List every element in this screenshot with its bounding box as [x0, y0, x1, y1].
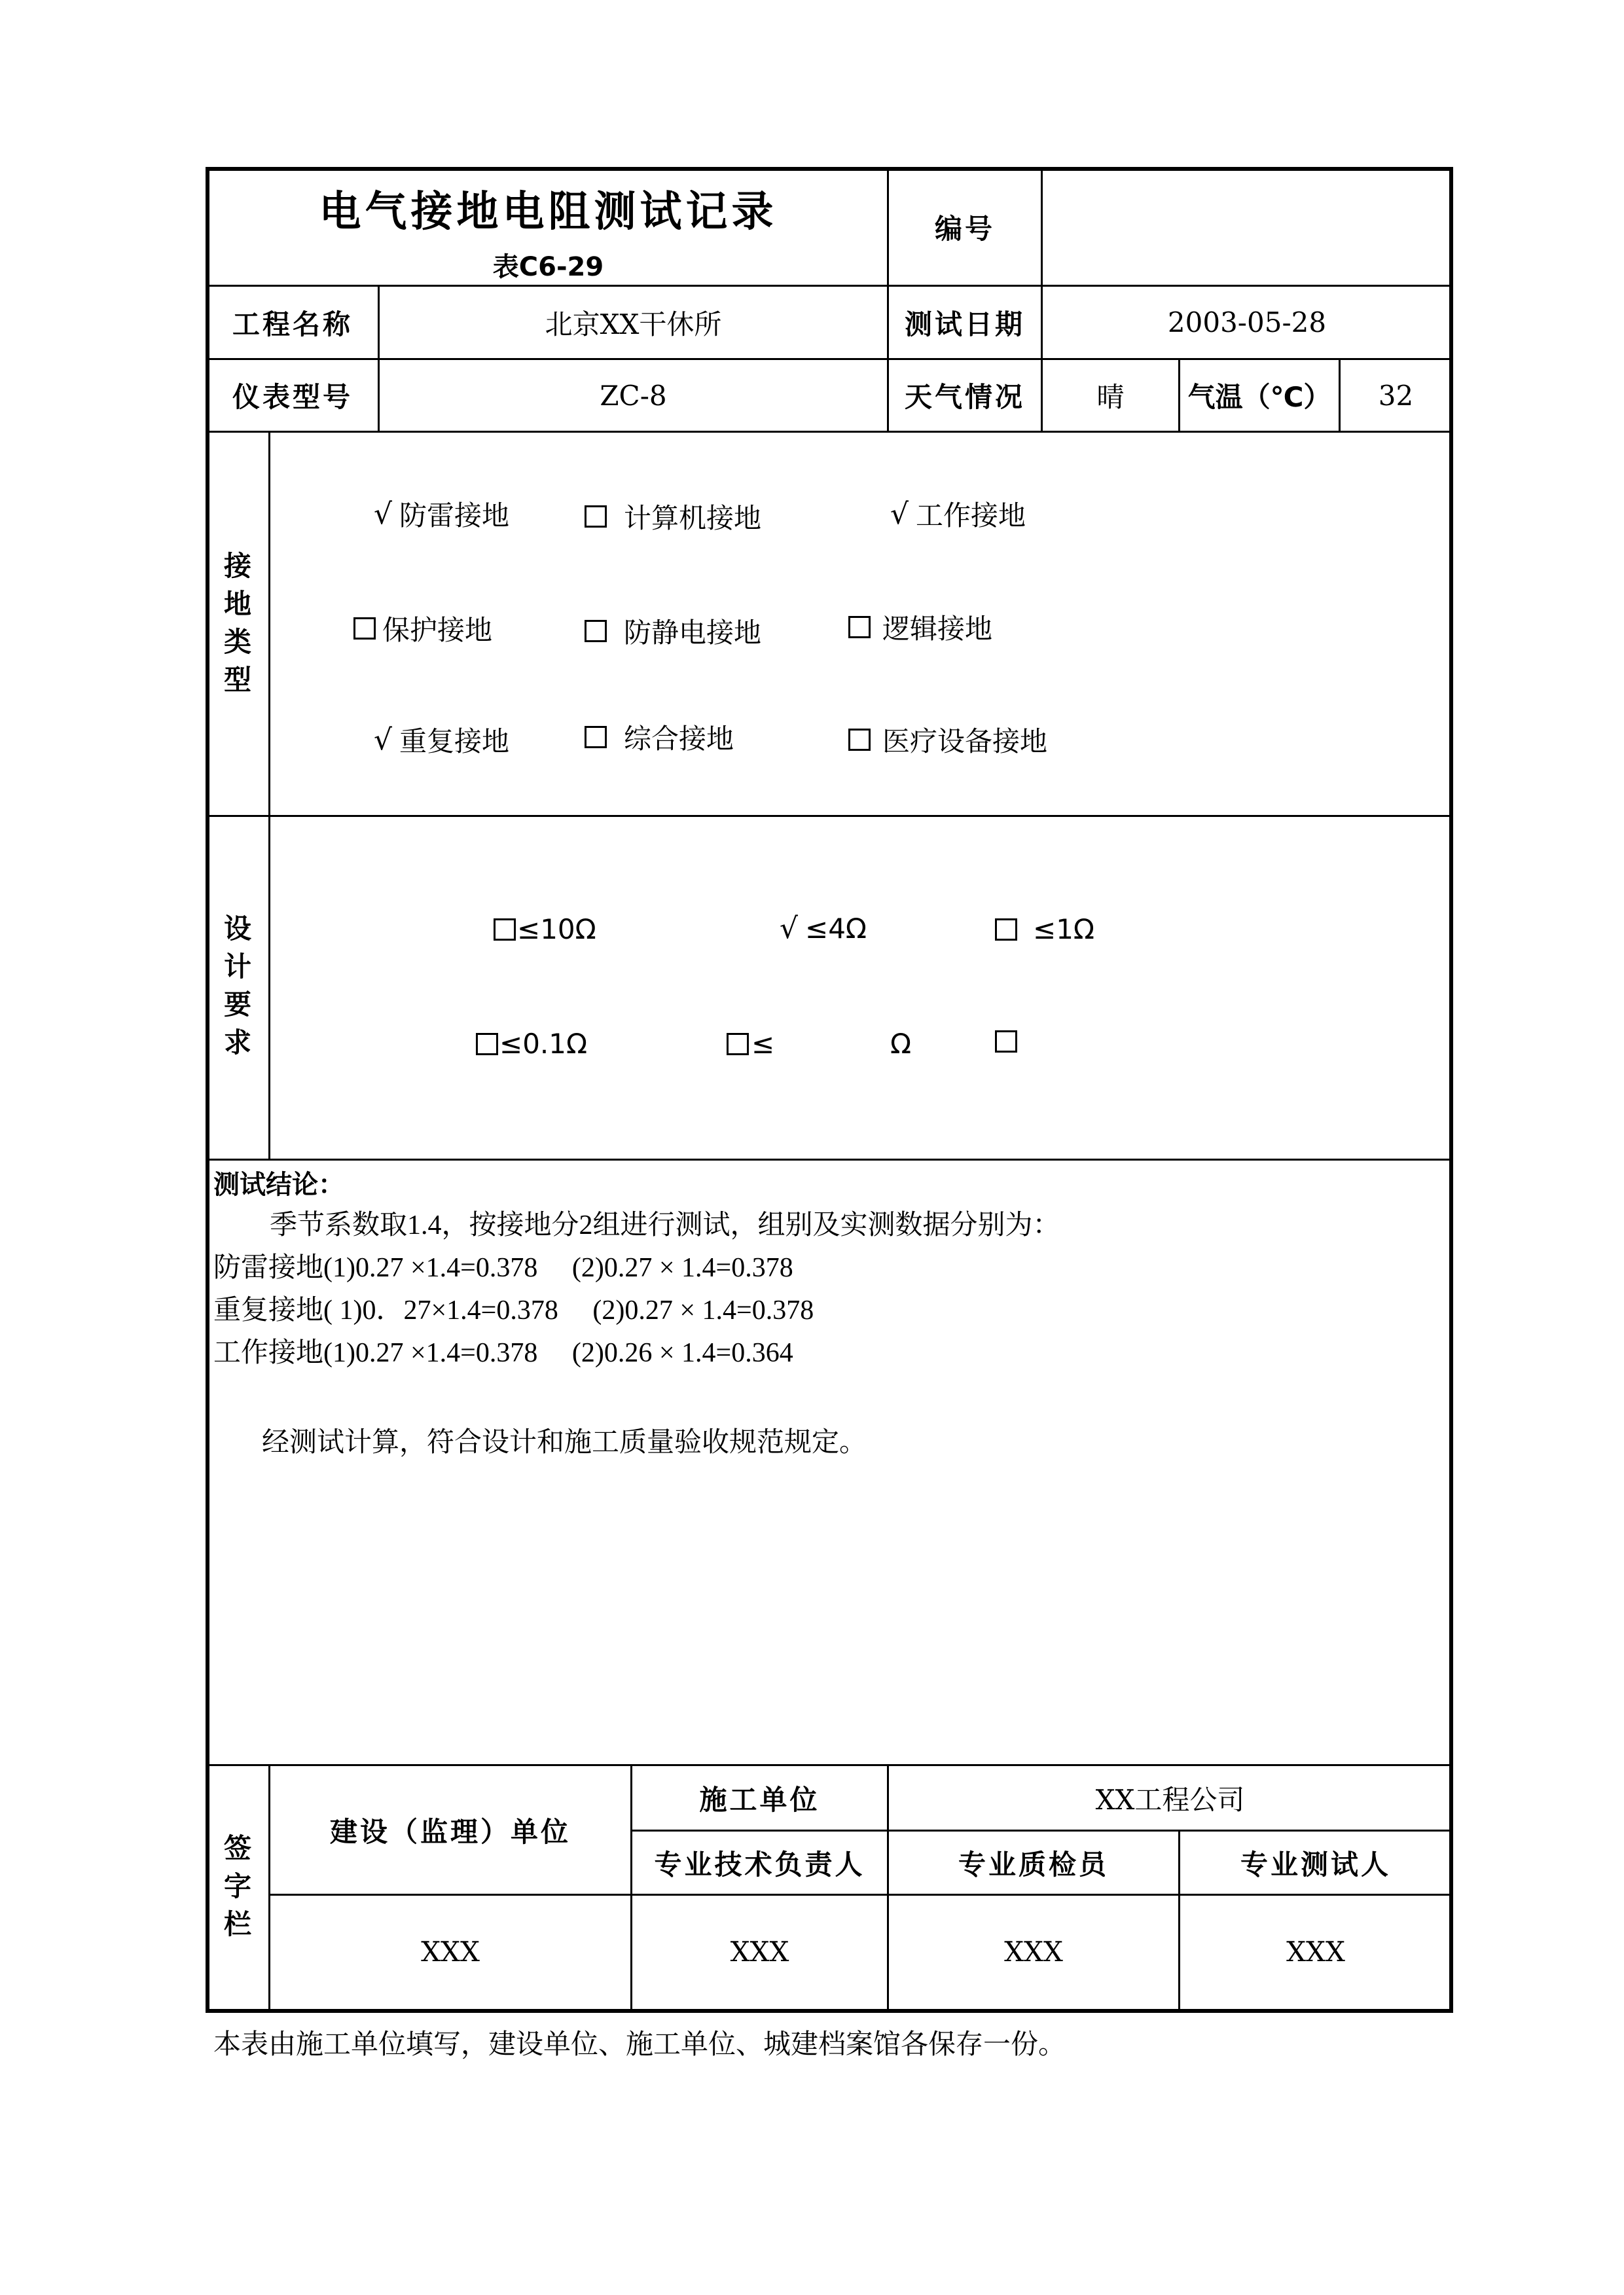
divider: [208, 815, 1451, 817]
signature-label: 签 字 栏: [223, 1832, 251, 1940]
divider: [208, 431, 1451, 433]
form-code: 表C6-29: [492, 252, 604, 282]
check-mark-icon: √: [779, 912, 799, 945]
checkbox-icon: [476, 1033, 498, 1055]
custom-limit-unit: Ω: [890, 1028, 912, 1060]
footer-note: 本表由施工单位填写，建设单位、施工单位、城建档案馆各保存一份。: [213, 2030, 1066, 2060]
conclusion-line: 季节系数取1.4，按接地分2组进行测试，组别及实测数据分别为：: [270, 1210, 1060, 1240]
design-requirement-label: 设 计 要 求: [223, 913, 251, 1058]
conclusion-line: 重复接地( 1)0．27×1.4=0.378 (2)0.27 × 1.4=0.378: [213, 1295, 814, 1326]
construction-unit-value[interactable]: XX工程公司: [1095, 1783, 1245, 1816]
tester-label: 专业测试人: [1240, 1848, 1391, 1881]
checkbox-icon: [848, 729, 871, 751]
conclusion-line: 经测试计算，符合设计和施工质量验收规范规定。: [262, 1428, 867, 1458]
check-mark-icon: √: [890, 497, 909, 531]
checkbox-icon: [727, 1033, 749, 1055]
owner-signature[interactable]: XXX: [421, 1935, 480, 1968]
checkbox-icon: [494, 918, 516, 941]
form-title: 电气接地电阻测试记录: [319, 188, 778, 236]
option-medical-grounding[interactable]: 医疗设备接地: [848, 720, 1047, 759]
checkbox-icon: [585, 620, 607, 642]
tech-lead-label: 专业技术负责人: [654, 1848, 865, 1881]
number-label: 编号: [934, 212, 995, 245]
tech-lead-signature[interactable]: XXX: [730, 1935, 789, 1968]
option-le-4-ohm[interactable]: √ ≤4Ω: [776, 912, 867, 945]
number-value[interactable]: [1043, 169, 1451, 285]
checkbox-icon: [585, 505, 607, 528]
check-mark-icon: √: [373, 497, 393, 531]
weather-value[interactable]: 晴: [1096, 381, 1125, 413]
temperature-label: 气温（℃）: [1187, 381, 1331, 413]
option-lightning-grounding[interactable]: √ 防雷接地: [370, 494, 509, 533]
grounding-type-label: 接 地 类 型: [223, 550, 251, 696]
conclusion-heading: 测试结论：: [213, 1170, 344, 1200]
project-name-label: 工程名称: [232, 308, 353, 340]
option-logic-grounding[interactable]: 逻辑接地: [848, 607, 992, 647]
construction-unit-label: 施工单位: [699, 1783, 820, 1816]
divider: [268, 431, 270, 1159]
checkbox-icon: [995, 918, 1017, 941]
option-working-grounding[interactable]: √ 工作接地: [887, 494, 1026, 533]
option-computer-grounding[interactable]: 计算机接地: [585, 497, 761, 536]
conclusion-line: 工作接地(1)0.27 ×1.4=0.378 (2)0.26 × 1.4=0.364: [213, 1338, 793, 1368]
option-le-1-ohm[interactable]: ≤1Ω: [995, 913, 1094, 945]
owner-unit-label: 建设（监理）单位: [329, 1815, 571, 1848]
option-custom-limit[interactable]: ≤: [727, 1028, 774, 1060]
form-frame: [206, 167, 1453, 2013]
test-date-value[interactable]: 2003-05-28: [1167, 306, 1327, 338]
tester-signature[interactable]: XXX: [1286, 1935, 1345, 1968]
project-name-value[interactable]: 北京XX干休所: [545, 308, 722, 340]
checkbox-icon: [995, 1030, 1017, 1053]
test-date-label: 测试日期: [904, 308, 1025, 340]
quality-inspector-label: 专业质检员: [958, 1848, 1109, 1881]
check-mark-icon: √: [373, 723, 393, 757]
instrument-label: 仪表型号: [232, 381, 353, 413]
conclusion-line: 防雷接地(1)0.27 ×1.4=0.378 (2)0.27 × 1.4=0.378: [213, 1253, 793, 1283]
option-antistatic-grounding[interactable]: 防静电接地: [585, 611, 761, 651]
option-le-0.1-ohm[interactable]: ≤0.1Ω: [476, 1028, 587, 1060]
divider: [208, 1159, 1451, 1161]
temperature-value[interactable]: 32: [1378, 379, 1414, 412]
weather-label: 天气情况: [904, 381, 1025, 413]
instrument-value[interactable]: ZC-8: [600, 379, 667, 412]
option-le-10-ohm[interactable]: ≤10Ω: [494, 913, 596, 945]
option-combined-grounding[interactable]: 综合接地: [585, 717, 734, 757]
checkbox-icon: [585, 726, 607, 748]
option-protective-grounding[interactable]: 保护接地: [353, 609, 492, 648]
option-repeated-grounding[interactable]: √ 重复接地: [370, 720, 509, 759]
checkbox-icon: [848, 616, 871, 638]
checkbox-icon: [353, 617, 376, 640]
option-other[interactable]: [995, 1030, 1024, 1053]
quality-inspector-signature[interactable]: XXX: [1004, 1935, 1063, 1968]
